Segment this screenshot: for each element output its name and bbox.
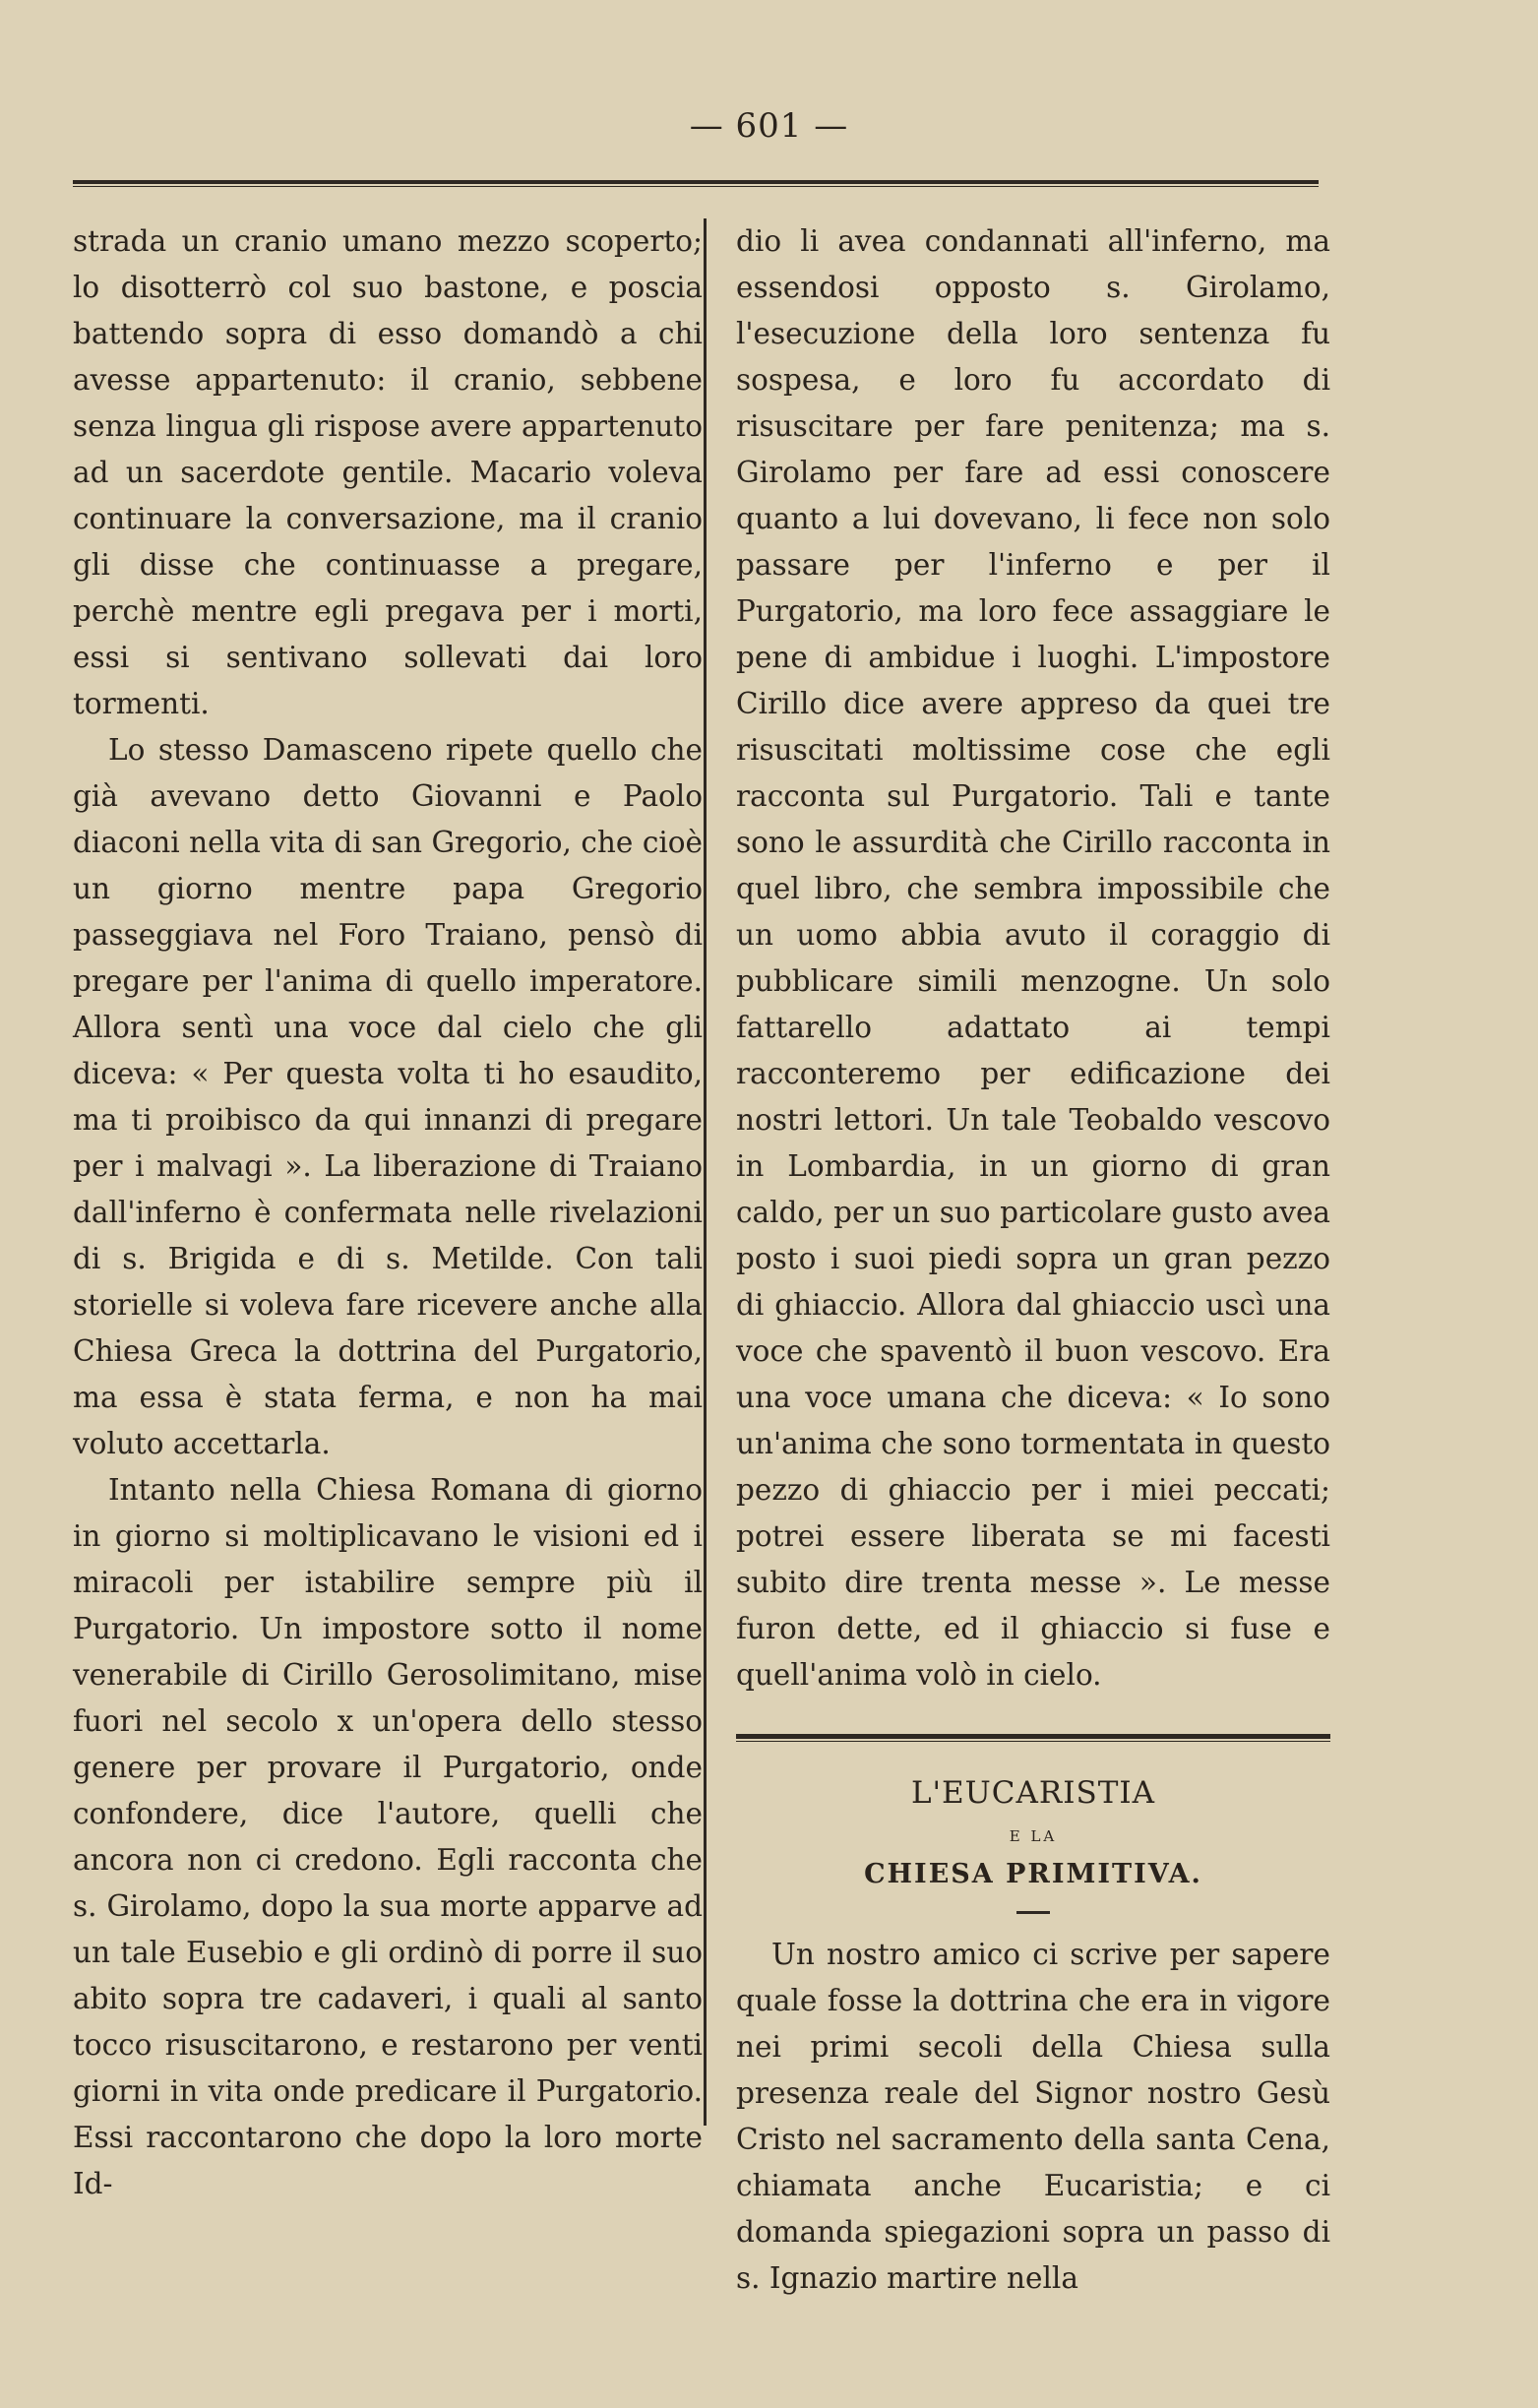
article-title-conjunction: E LA: [1009, 1827, 1058, 1845]
page-number: — 601 —: [689, 106, 849, 146]
paragraph: Lo stesso Damasceno ripete quello che già avevano detto Giovanni e Paolo diaconi nella vita di san Gregorio, che cioè un giorno mentre papa Gregorio passeggiava nel Foro Traiano, pensò di pregare per l'anima di quello imperatore. Allora sentì una voce dal cielo che gli diceva: « Per questa volta ti ho esaudito, ma ti proibisco da qui innanzi di pregare per i malvagi ». La liberazione di Traiano dall'inferno è confermata nelle rivelazioni di s. Brigida e di s. Metilde. Con tali storielle si voleva fare ricevere anche alla Chiesa Greca la dottrina del Purgatorio, ma essa è stata ferma, e non ha mai voluto accettarla.: [73, 733, 703, 1460]
right-column: [736, 218, 1330, 2302]
article-title: L'EUCARISTIA: [910, 1775, 1156, 1811]
section-rule: [736, 1734, 1330, 1742]
paragraph: Un nostro amico ci scrive per sapere quale fosse la dottrina che era in vigore nei primi secoli della Chiesa sulla presenza reale del Signor nostro Gesù Cristo nel sacramento della santa Cena, chiamata anche Eucaristia; e ci domanda spiegazioni sopra un passo di s. Ignazio martire nella: [736, 1938, 1330, 2295]
paragraph: dio li avea condannati all'inferno, ma essendosi opposto s. Girolamo, l'esecuzione della loro sentenza fu sospesa, e loro fu accordato di risuscitare per fare penitenza; ma s. Girolamo per fare ad essi conoscere quanto a lui dovevano, li fece non solo passare per l'inferno e per il Purgatorio, ma loro fece assaggiare le pene di ambidue i luoghi. L'impostore Cirillo dice avere appreso da quei tre risuscitati moltissime cose che egli racconta sul Purgatorio. Tali e tante sono le assurdità che Cirillo racconta in quel libro, che sembra impossibile che un uomo abbia avuto il coraggio di pubblicare simili menzogne. Un solo fattarello adattato ai tempi racconteremo per edificazione dei nostri lettori. Un tale Teobaldo vescovo in Lombardia, in un giorno di gran caldo, per un suo particolare gusto avea posto i suoi piedi sopra un gran pezzo di ghiaccio. Allora dal ghiaccio uscì una voce che spaventò il buon vescovo. Era una voce umana che diceva: « Io sono un'anima che sono tormentata in questo pezzo di ghiaccio per i miei peccati; potrei essere liberata se mi facesti subito dire trenta messe ». Le messe furon dette, ed il ghiaccio si fuse e quell'anima volò in cielo.: [736, 224, 1330, 1692]
left-column: [73, 218, 703, 2207]
article-subtitle: CHIESA PRIMITIVA.: [864, 1859, 1202, 1889]
header-rule: [73, 180, 1319, 187]
paragraph: Intanto nella Chiesa Romana di giorno in giorno si moltiplicavano le visioni ed i miracoli per istabilire sempre più il Purgatorio. Un impostore sotto il nome venerabile di Cirillo Gerosolimitano, mise fuori nel secolo x un'opera dello stesso genere per provare il Purgatorio, onde confondere, dice l'autore, quelli che ancora non ci credono. Egli racconta che s. Girolamo, dopo la sua morte apparve ad un tale Eusebio e gli ordinò di porre il suo abito sopra tre cadaveri, i quali al santo tocco risuscitarono, e restarono per venti giorni in vita onde predicare il Purgatorio. Essi raccontarono che dopo la loro morte Id-: [73, 1473, 703, 2200]
title-dash: [1016, 1911, 1050, 1914]
paragraph: strada un cranio umano mezzo scoperto; lo disotterrò col suo bastone, e poscia battendo sopra di esso domandò a chi avesse appartenuto: il cranio, sebbene senza lingua gli rispose avere appartenuto ad un sacerdote gentile. Macario voleva continuare la conversazione, ma il cranio gli disse che continuasse a pregare, perchè mentre egli pregava per i morti, essi si sentivano sollevati dai loro tormenti.: [73, 224, 703, 720]
column-divider: [704, 218, 707, 2126]
